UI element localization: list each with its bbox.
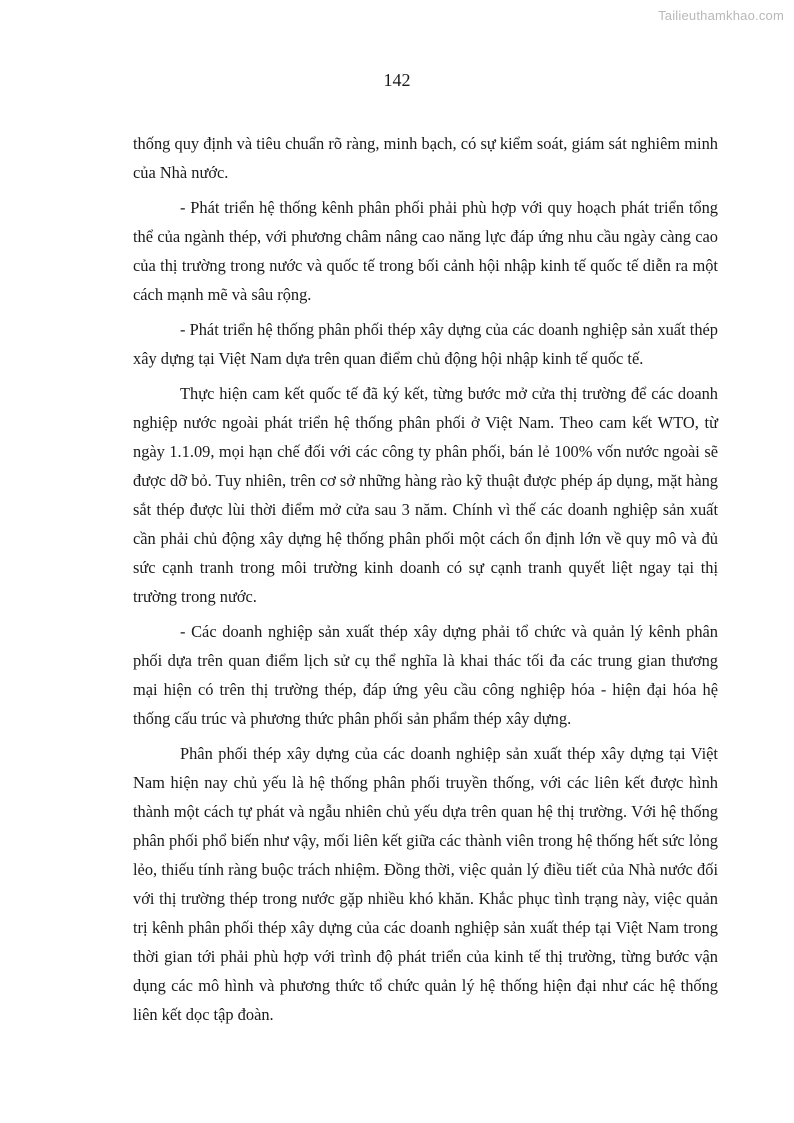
paragraph-distribution-planning: - Phát triển hệ thống kênh phân phối phải phù hợp với quy hoạch phát triển tổng thể của ngành thép, với phương châm nâng cao năng lực đáp ứng nhu cầu ngày càng cao của thị trường trong nước và quốc tế trong bối cảnh hội nhập kinh tế quốc tế diễn ra một cách mạnh mẽ và sâu rộng. (133, 198, 718, 304)
paragraph-continuation: thống quy định và tiêu chuẩn rõ ràng, minh bạch, có sự kiểm soát, giám sát nghiêm minh của Nhà nước. (133, 134, 718, 182)
paragraph-wto-commitments: Thực hiện cam kết quốc tế đã ký kết, từng bước mở cửa thị trường để các doanh nghiệp nước ngoài phát triển hệ thống phân phối ở Việt Nam. Theo cam kết WTO, từ ngày 1.1.09, mọi hạn chế đối với các công ty phân phối, bán lẻ 100% vốn nước ngoài sẽ được dỡ bỏ. Tuy nhiên, trên cơ sở những hàng rào kỹ thuật được phép áp dụng, mặt hàng sắt thép được lùi thời điểm mở cửa sau 3 năm. Chính vì thế các doanh nghiệp sản xuất cần phải chủ động xây dựng hệ thống phân phối một cách ổn định lớn về quy mô và đủ sức cạnh tranh trong môi trường kinh doanh có sự cạnh tranh quyết liệt ngay tại thị trường trong nước. (133, 384, 718, 606)
paragraph-international-integration: - Phát triển hệ thống phân phối thép xây dựng của các doanh nghiệp sản xuất thép xây dựng tại Việt Nam dựa trên quan điểm chủ động hội nhập kinh tế quốc tế. (133, 320, 718, 368)
watermark: Tailieuthamkhao.com (658, 8, 784, 23)
paragraph-traditional-distribution: Phân phối thép xây dựng của các doanh nghiệp sản xuất thép xây dựng tại Việt Nam hiện nay chủ yếu là hệ thống phân phối truyền thống, với các liên kết được hình thành một cách tự phát và ngẫu nhiên chủ yếu dựa trên quan hệ thị trường. Với hệ thống phân phối phổ biến như vậy, mối liên kết giữa các thành viên trong hệ thống hết sức lỏng lẻo, thiếu tính ràng buộc trách nhiệm. Đồng thời, việc quản lý điều tiết của Nhà nước đối với thị trường thép trong nước gặp nhiều khó khăn. Khắc phục tình trạng này, việc quản trị kênh phân phối thép xây dựng của các doanh nghiệp sản xuất thép tại Việt Nam trong thời gian tới phải phù hợp với trình độ phát triển của kinh tế thị trường, từng bước vận dụng các mô hình và phương thức tổ chức quản lý hệ thống hiện đại như các hệ thống liên kết dọc tập đoàn. (133, 744, 718, 1024)
document-body (133, 129, 718, 1035)
page-number: 142 (383, 70, 411, 90)
paragraph-historical-viewpoint: - Các doanh nghiệp sản xuất thép xây dựng phải tổ chức và quản lý kênh phân phối dựa trên quan điểm lịch sử cụ thể nghĩa là khai thác tối đa các trung gian thương mại hiện có trên thị trường thép, đáp ứng yêu cầu công nghiệp hóa - hiện đại hóa hệ thống cấu trúc và phương thức phân phối sản phẩm thép xây dựng. (133, 622, 718, 728)
